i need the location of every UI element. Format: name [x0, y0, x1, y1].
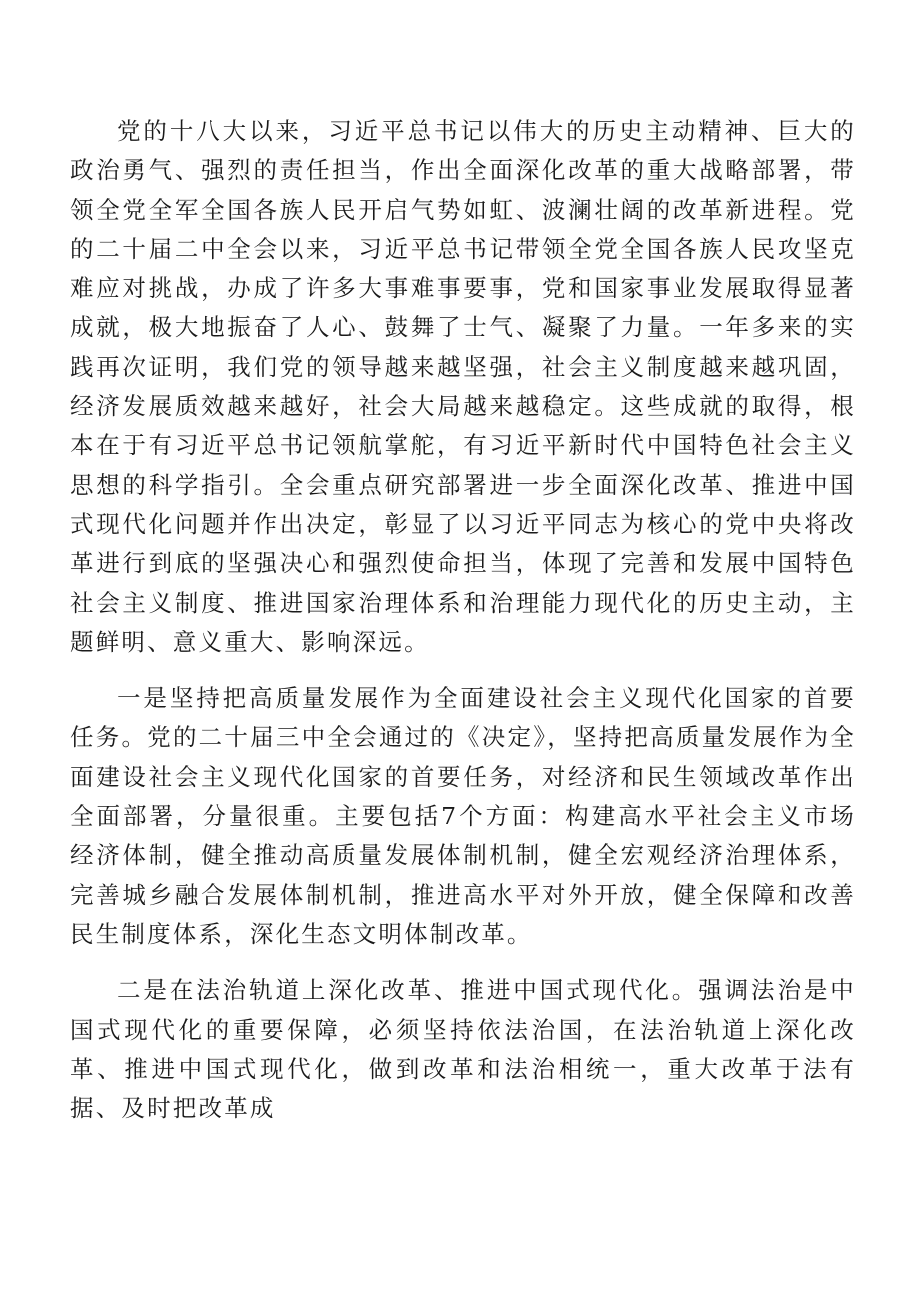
document-body — [70, 112, 856, 1145]
paragraph-point-one: 一是坚持把高质量发展作为全面建设社会主义现代化国家的首要任务。党的二十届三中全会通过的《决定》，坚持把高质量发展作为全面建设社会主义现代化国家的首要任务，对经济和民生领域改革作出全面部署，分量很重。主要包括7个方面：构建高水平社会主义市场经济体制，健全推动高质量发展体制机制，健全宏观经济治理体系，完善城乡融合发展体制机制，推进高水平对外开放，健全保障和改善民生制度体系，深化生态文明体制改革。 — [70, 684, 856, 948]
paragraph-point-two: 二是在法治轨道上深化改革、推进中国式现代化。强调法治是中国式现代化的重要保障，必须坚持依法治国，在法治轨道上深化改革、推进中国式现代化，做到改革和法治相统一，重大改革于法有据、及时把改革成 — [70, 976, 856, 1123]
paragraph-intro: 党的十八大以来，习近平总书记以伟大的历史主动精神、巨大的政治勇气、强烈的责任担当，作出全面深化改革的重大战略部署，带领全党全军全国各族人民开启气势如虹、波澜壮阔的改革新进程。党的二十届二中全会以来，习近平总书记带领全党全国各族人民攻坚克难应对挑战，办成了许多大事难事要事，党和国家事业发展取得显著成就，极大地振奋了人心、鼓舞了士气、凝聚了力量。一年多来的实践再次证明，我们党的领导越来越坚强，社会主义制度越来越巩固，经济发展质效越来越好，社会大局越来越稳定。这些成就的取得，根本在于有习近平总书记领航掌舵，有习近平新时代中国特色社会主义思想的科学指引。全会重点研究部署进一步全面深化改革、推进中国式现代化问题并作出决定，彰显了以习近平同志为核心的党中央将改革进行到底的坚强决心和强烈使命担当，体现了完善和发展中国特色社会主义制度、推进国家治理体系和治理能力现代化的历史主动，主题鲜明、意义重大、影响深远。 — [70, 117, 856, 656]
